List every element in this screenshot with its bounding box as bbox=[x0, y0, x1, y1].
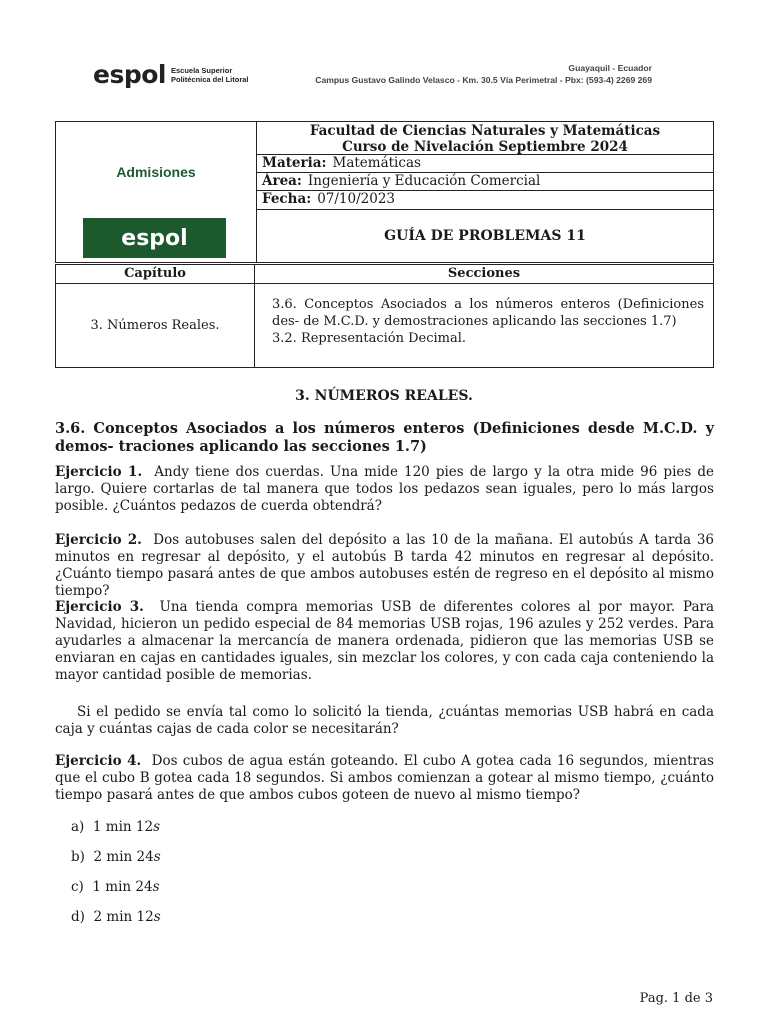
sections-cell bbox=[272, 296, 704, 347]
area-row bbox=[257, 173, 713, 191]
option-letter: d) bbox=[71, 909, 85, 925]
exercise-text: Dos cubos de agua están goteando. El cubo A gotea cada 16 segundos, mientras que el cubo B gotea cada 18 segundos. Si ambos comienzan a gotear al mismo tiempo, ¿cuánto tiempo pasará antes de que ambos cubos goteen de nuevo al mismo tiempo? bbox=[55, 753, 714, 803]
option-letter: b) bbox=[71, 849, 85, 865]
exercise-3 bbox=[55, 599, 714, 684]
materia-value: Matemáticas bbox=[332, 155, 421, 171]
area-label: Área: bbox=[262, 173, 302, 189]
exercise-2 bbox=[55, 532, 714, 600]
option-d bbox=[71, 909, 161, 925]
exercise-label: Ejercicio 4. bbox=[55, 753, 142, 769]
page-number: Pag. 1 de 3 bbox=[639, 991, 713, 1006]
section-item: 3.2. Representación Decimal. bbox=[272, 331, 467, 346]
exercise-label: Ejercicio 3. bbox=[55, 599, 144, 615]
sections-column-header: Secciones bbox=[255, 265, 713, 284]
chapter-table bbox=[55, 264, 714, 368]
option-unit: s bbox=[152, 879, 160, 895]
section-heading: 3.6. Conceptos Asociados a los números enteros (Definiciones desde M.C.D. y demos- traciones aplicando las secciones 1.7) bbox=[55, 420, 714, 455]
fecha-label: Fecha: bbox=[262, 191, 312, 207]
option-text: 1 min 24 bbox=[92, 879, 153, 895]
exercise-label: Ejercicio 2. bbox=[55, 532, 142, 548]
exercise-1 bbox=[55, 464, 714, 515]
faculty-name: Facultad de Ciencias Naturales y Matemáticas bbox=[309, 123, 661, 139]
chapter-column-header: Capítulo bbox=[56, 265, 255, 284]
chapter-name: 3. Números Reales. bbox=[90, 318, 220, 333]
campus-address bbox=[315, 62, 652, 86]
campus-line: Campus Gustavo Galindo Velasco - Km. 30.5 Vía Perimetral - Pbx: (593-4) 2269 269 bbox=[315, 75, 652, 85]
info-table bbox=[55, 121, 714, 263]
course-name: Curso de Nivelación Septiembre 2024 bbox=[342, 139, 628, 155]
option-unit: s bbox=[153, 819, 161, 835]
logo-wordmark: espol bbox=[93, 60, 166, 89]
guide-title: GUÍA DE PROBLEMAS 11 bbox=[384, 228, 586, 244]
logo-subtitle: Escuela Superior Politécnica del Litoral bbox=[170, 65, 249, 84]
exercise-text: Andy tiene dos cuerdas. Una mide 120 pies de largo y la otra mide 96 pies de largo. Quiere cortarlas de tal manera que todos los pedazos sean iguales, pero lo más largos posible. ¿Cuántos pedazos de cuerda obtendrá? bbox=[55, 464, 715, 514]
espol-logo bbox=[93, 60, 249, 89]
option-c bbox=[71, 879, 160, 895]
option-unit: s bbox=[153, 909, 161, 925]
exercise-3-followup: Si el pedido se envía tal como lo solicitó la tienda, ¿cuántas memorias USB habrá en cada caja y cuántas cajas de cada color se necesitarán? bbox=[55, 704, 714, 737]
fecha-row bbox=[257, 191, 713, 210]
admisiones-label: Admisiones bbox=[116, 164, 196, 180]
faculty-header bbox=[257, 122, 713, 155]
option-letter: c) bbox=[71, 879, 84, 895]
chapter-heading: 3. NÚMEROS REALES. bbox=[295, 388, 473, 404]
espol-logo-box: espol bbox=[83, 218, 226, 258]
option-unit: s bbox=[153, 849, 161, 865]
option-letter: a) bbox=[71, 819, 85, 835]
option-text: 2 min 12 bbox=[93, 909, 154, 925]
area-value: Ingeniería y Educación Comercial bbox=[307, 173, 541, 189]
exercise-4 bbox=[55, 753, 714, 804]
city-line: Guayaquil - Ecuador bbox=[568, 63, 652, 73]
option-text: 1 min 12 bbox=[92, 819, 154, 835]
exercise-label: Ejercicio 1. bbox=[55, 464, 143, 480]
fecha-value: 07/10/2023 bbox=[317, 191, 396, 207]
materia-row bbox=[257, 155, 713, 173]
materia-label: Materia: bbox=[262, 155, 327, 171]
chapter-cell bbox=[56, 284, 255, 367]
option-b bbox=[71, 849, 161, 865]
option-a bbox=[71, 819, 160, 835]
option-text: 2 min 24 bbox=[93, 849, 154, 865]
exercise-text: Dos autobuses salen del depósito a las 10 de la mañana. El autobús A tarda 36 minutos en regresar al depósito, y el autobús B tarda 42 minutos en regresar al depósito. ¿Cuánto tiempo pasará antes de que ambos autobuses estén de regreso en el depósito al mismo tiempo? bbox=[55, 532, 714, 599]
exercise-text: Una tienda compra memorias USB de diferentes colores al por mayor. Para Navidad, hicieron un pedido especial de 84 memorias USB rojas, 196 azules y 252 verdes. Para ayudarles a almacenar la mercancía de manera ordenada, pidieron que las memorias USB se enviaran en cajas en cantidades iguales, sin mezclar los colores, y con cada caja conteniendo la mayor cantidad posible de memorias. bbox=[55, 599, 714, 683]
section-item: 3.6. Conceptos Asociados a los números enteros (Definiciones des- de M.C.D. y demostraciones aplicando las secciones 1.7) bbox=[272, 297, 704, 329]
info-left-cell bbox=[56, 122, 257, 262]
